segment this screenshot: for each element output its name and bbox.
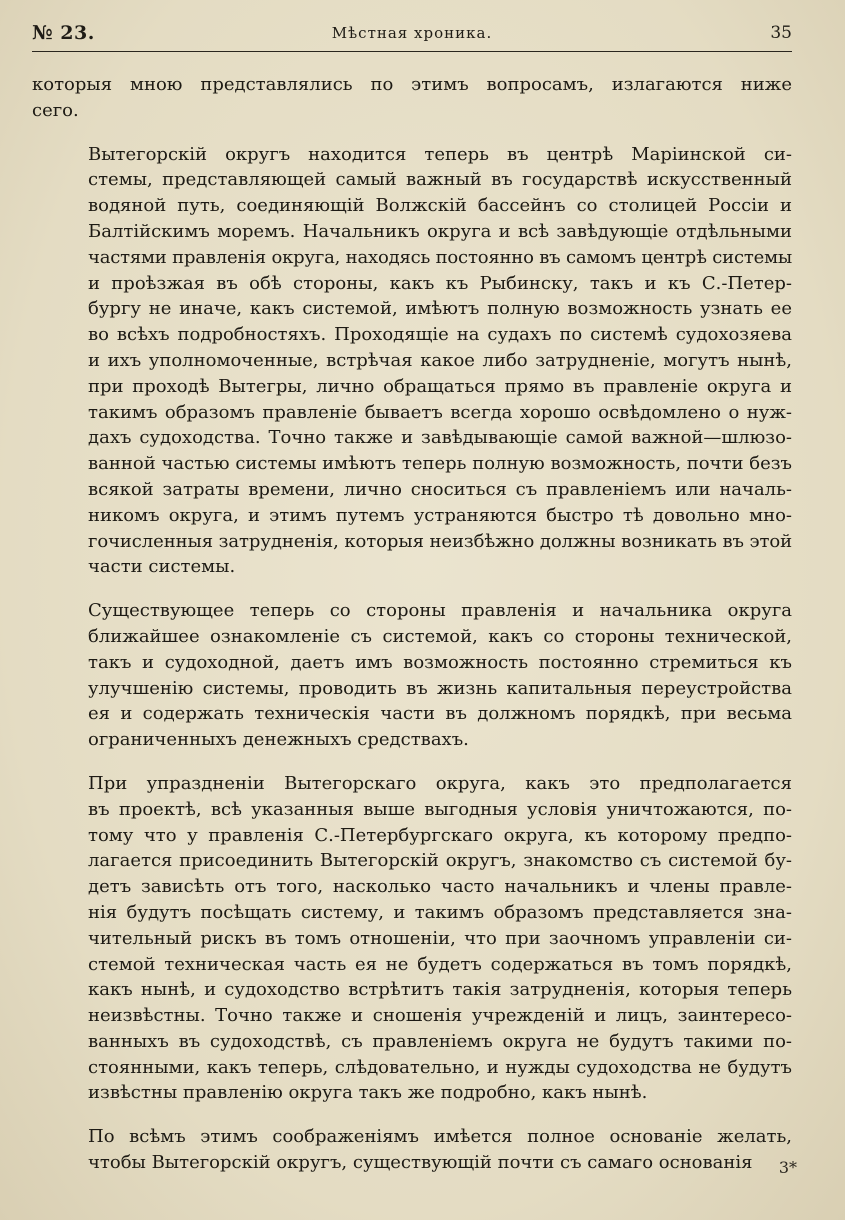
running-header (32, 22, 792, 50)
paragraph (32, 72, 792, 124)
text-line: которыя мною представлялись по этимъ вопросамъ, излагаются ниже (32, 74, 792, 95)
text-line: сего. (32, 99, 79, 121)
text-line: тому что у правленія С.-Петербургскаго округа, къ которому предпо- (88, 824, 792, 846)
text-line: стемой техническая часть ея не будетъ содержаться въ томъ порядкѣ, (88, 953, 792, 975)
text-line: такимъ образомъ правленіе бываетъ всегда хорошо освѣдомлено о нуж- (88, 401, 792, 423)
text-line: ванныхъ въ судоходствѣ, съ правленіемъ округа не будутъ такими по- (88, 1030, 792, 1052)
text-line: Балтійскимъ моремъ. Начальникъ округа и всѣ завѣдующіе отдѣльными (88, 220, 792, 242)
text-line: дахъ судоходства. Точно также и завѣдывающіе самой важной—шлюзо- (88, 427, 792, 449)
issue-number: № 23. (32, 22, 95, 44)
text-line: гочисленныя затрудненія, которыя неизбѣжно должны возникать въ этой (88, 530, 793, 552)
text-line: частями правленія округа, находясь постоянно въ самомъ центрѣ системы (88, 246, 792, 268)
body-text (32, 72, 792, 1176)
text-line: во всѣхъ подробностяхъ. Проходящіе на судахъ по системѣ судохозяева (88, 324, 792, 346)
text-line: такъ и судоходной, даетъ имъ возможность постоянно стремиться къ (88, 651, 792, 673)
text-line: водяной путь, соединяющій Волжскій бассейнъ со столицей Россіи и (88, 195, 792, 217)
text-line: ванной частью системы имѣютъ теперь полную возможность, почти безъ (88, 453, 792, 475)
text-line: детъ зависѣть отъ того, насколько часто начальникъ и члены правле- (88, 876, 792, 898)
section-title: Мѣстная хроника. (331, 24, 493, 42)
text-line: чительный рискъ въ томъ отношеніи, что при заочномъ управленіи си- (88, 927, 792, 949)
text-line: Вытегорскій округъ находится теперь въ центрѣ Маріинской си- (88, 143, 792, 165)
header-rule (32, 51, 792, 52)
text-line: какъ нынѣ, и судоходство встрѣтитъ такія затрудненія, которыя теперь (88, 979, 792, 1001)
text-line: По всѣмъ этимъ соображеніямъ имѣется полное основаніе желать, (88, 1126, 792, 1148)
text-line: ея и содержать техническія части въ должномъ порядкѣ, при весьма (88, 703, 792, 725)
text-line: и проѣзжая въ обѣ стороны, какъ къ Рыбинску, такъ и къ С.-Петер- (88, 272, 792, 294)
text-line: извѣстны правленію округа такъ же подробно, какъ нынѣ. (88, 1082, 648, 1104)
text-line: чтобы Вытегорскій округъ, существующій почти съ самаго основанія (88, 1152, 753, 1174)
text-line: улучшенію системы, проводить въ жизнь капитальныя переустройства (88, 677, 792, 699)
text-line: никомъ округа, и этимъ путемъ устраняются быстро тѣ довольно мно- (88, 504, 792, 526)
text-line: неизвѣстны. Точно также и сношенія учрежденій и лицъ, заинтересо- (88, 1005, 792, 1027)
text-line: Существующее теперь со стороны правленія и начальника округа (88, 600, 792, 622)
paragraph (32, 598, 792, 753)
text-line: При упраздненіи Вытегорскаго округа, какъ это предполагается (88, 772, 792, 794)
text-line: части системы. (88, 556, 236, 578)
paragraph (32, 771, 792, 1106)
text-line: бургу не иначе, какъ системой, имѣютъ полную возможность узнать ее (88, 298, 792, 320)
text-line: ближайшее ознакомленіе съ системой, какъ со стороны технической, (88, 625, 792, 647)
page-number: 35 (770, 23, 792, 43)
text-line: при проходѣ Вытегры, лично обращаться прямо въ правленіе округа и (88, 375, 792, 397)
text-line: лагается присоединить Вытегорскій округъ, знакомство съ системой бу- (88, 850, 792, 872)
text-line: въ проектѣ, всѣ указанныя выше выгодныя условія уничтожаются, по- (88, 798, 792, 820)
paragraph (32, 1124, 792, 1176)
text-line: нія будутъ посѣщать систему, и такимъ образомъ представляется зна- (88, 901, 792, 923)
text-line: стоянными, какъ теперь, слѣдовательно, и нужды судоходства не будутъ (88, 1056, 792, 1078)
text-line: стемы, представляющей самый важный въ государствѣ искусственный (88, 169, 792, 191)
signature-mark: 3* (778, 1158, 797, 1177)
text-line: и ихъ уполномоченные, встрѣчая какое либо затрудненіе, могутъ нынѣ, (88, 349, 792, 371)
text-line: ограниченныхъ денежныхъ средствахъ. (88, 729, 469, 751)
paragraph (32, 142, 792, 581)
text-line: всякой затраты времени, лично сноситься съ правленіемъ или началь- (88, 478, 792, 500)
